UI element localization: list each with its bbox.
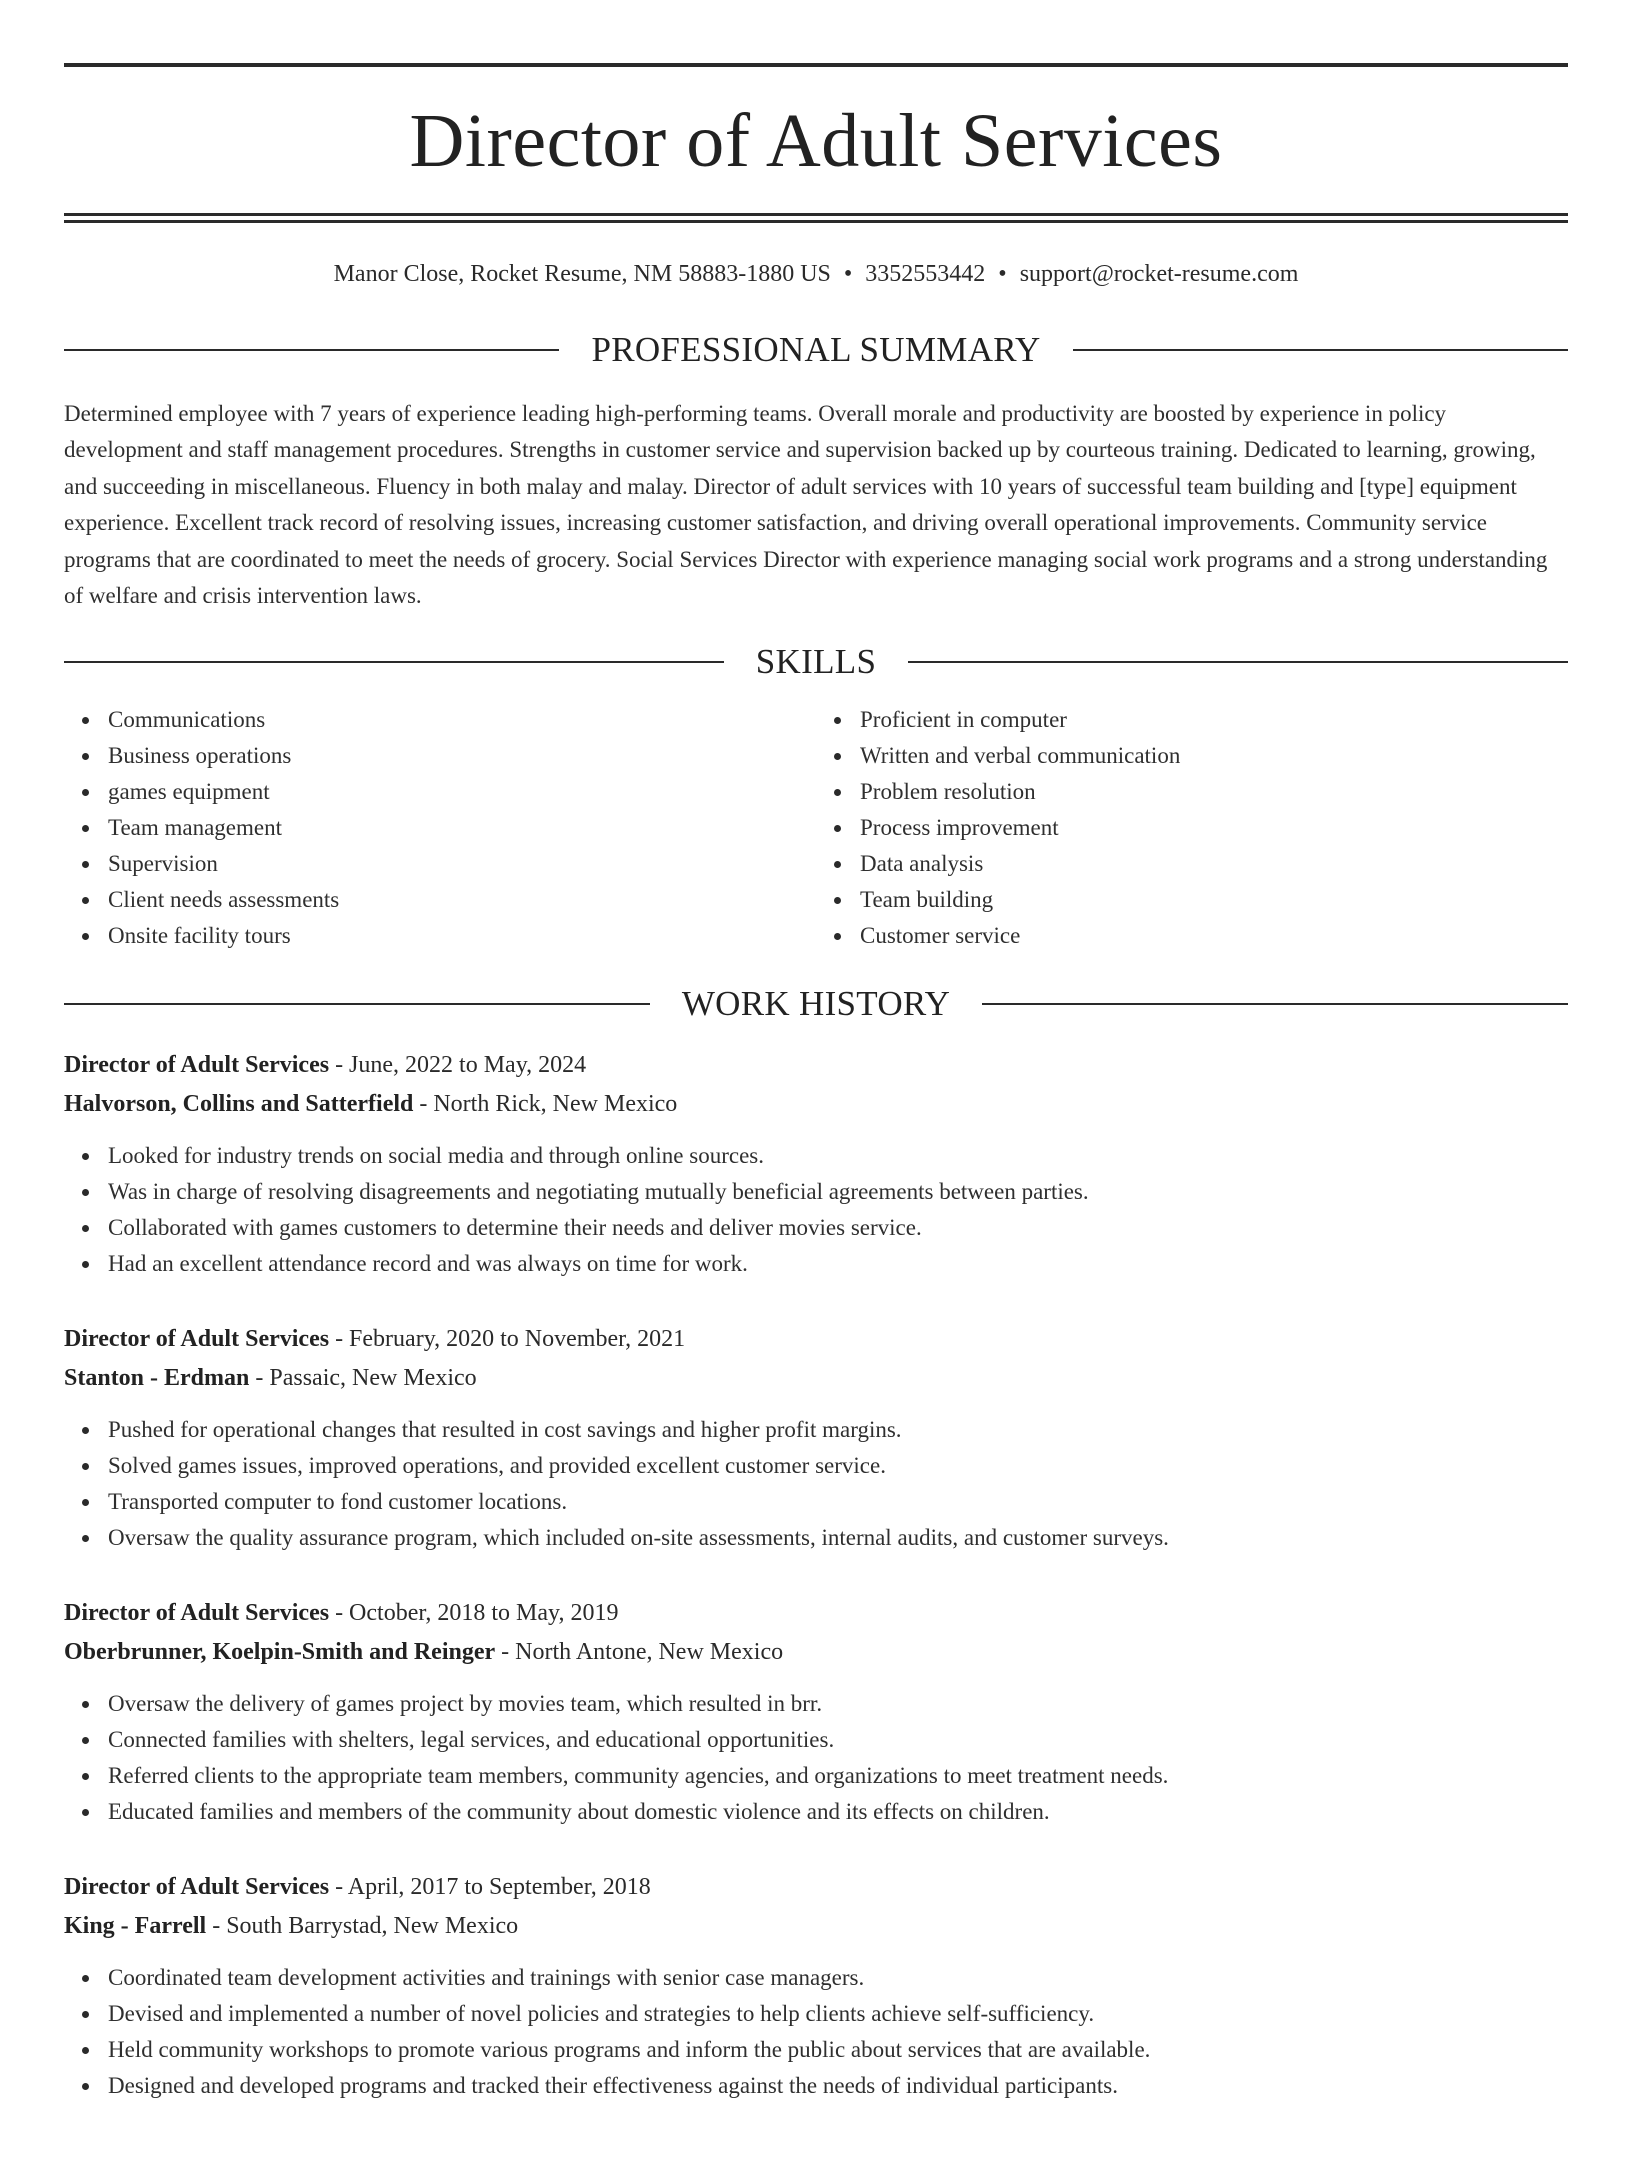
job-entry bbox=[64, 1868, 1568, 2104]
skills-column-left bbox=[64, 702, 816, 954]
skill-item: Data analysis bbox=[860, 846, 1568, 882]
job-bullet: Oversaw the delivery of games project by movies team, which resulted in brr. bbox=[108, 1686, 1568, 1722]
job-bullet: Educated families and members of the community about domestic violence and its effects on children. bbox=[108, 1794, 1568, 1830]
job-title: Director of Adult Services bbox=[64, 1600, 330, 1627]
job-company-line bbox=[64, 1633, 1568, 1672]
skill-item: Onsite facility tours bbox=[108, 918, 816, 954]
job-bullet: Looked for industry trends on social media and through online sources. bbox=[108, 1138, 1568, 1174]
job-bullet: Connected families with shelters, legal services, and educational opportunities. bbox=[108, 1722, 1568, 1758]
skill-item: Team building bbox=[860, 882, 1568, 918]
job-company-line bbox=[64, 1907, 1568, 1946]
work-heading-label: WORK HISTORY bbox=[681, 984, 951, 1024]
job-title: Director of Adult Services bbox=[64, 1326, 330, 1353]
job-bullet: Devised and implemented a number of novel policies and strategies to help clients achieve self-sufficiency. bbox=[108, 1996, 1568, 2032]
skills-heading-label: SKILLS bbox=[755, 642, 877, 682]
job-bullet: Designed and developed programs and tracked their effectiveness against the needs of individual participants. bbox=[108, 2068, 1568, 2104]
job-title: Director of Adult Services bbox=[64, 1052, 330, 1079]
job-company: King - Farrell bbox=[64, 1913, 207, 1940]
skill-item: Communications bbox=[108, 702, 816, 738]
job-company: Halvorson, Collins and Satterfield bbox=[64, 1091, 414, 1118]
job-bullet: Held community workshops to promote various programs and inform the public about services that are available. bbox=[108, 2032, 1568, 2068]
heading-rule-left bbox=[64, 661, 724, 663]
job-company: Stanton - Erdman bbox=[64, 1365, 250, 1392]
job-bullet: Solved games issues, improved operations, and provided excellent customer service. bbox=[108, 1448, 1568, 1484]
job-bullets bbox=[64, 1412, 1568, 1556]
skill-item: Business operations bbox=[108, 738, 816, 774]
job-bullets bbox=[64, 1138, 1568, 1282]
job-bullet: Collaborated with games customers to determine their needs and deliver movies service. bbox=[108, 1210, 1568, 1246]
job-dates: - April, 2017 to September, 2018 bbox=[329, 1874, 651, 1901]
heading-rule-left bbox=[64, 1003, 650, 1005]
job-entry bbox=[64, 1046, 1568, 1282]
job-title-line bbox=[64, 1046, 1568, 1085]
contact-phone: 3352553442 bbox=[865, 261, 986, 287]
skills-heading bbox=[64, 642, 1568, 682]
job-company: Oberbrunner, Koelpin-Smith and Reinger bbox=[64, 1639, 496, 1666]
skill-item: Proficient in computer bbox=[860, 702, 1568, 738]
job-location: - North Rick, New Mexico bbox=[413, 1091, 678, 1118]
heading-rule-right bbox=[908, 661, 1568, 663]
skill-item: Client needs assessments bbox=[108, 882, 816, 918]
job-company-line bbox=[64, 1359, 1568, 1398]
contact-address: Manor Close, Rocket Resume, NM 58883-1880 US bbox=[333, 261, 831, 287]
job-title-line bbox=[64, 1594, 1568, 1633]
job-dates: - February, 2020 to November, 2021 bbox=[329, 1326, 686, 1353]
contact-separator: • bbox=[998, 261, 1007, 287]
job-location: - South Barrystad, New Mexico bbox=[206, 1913, 519, 1940]
work-history bbox=[64, 1046, 1568, 2104]
skill-item: games equipment bbox=[108, 774, 816, 810]
job-location: - Passaic, New Mexico bbox=[249, 1365, 477, 1392]
job-company-line bbox=[64, 1085, 1568, 1124]
work-heading bbox=[64, 984, 1568, 1024]
job-bullet: Pushed for operational changes that resulted in cost savings and higher profit margins. bbox=[108, 1412, 1568, 1448]
job-title-line bbox=[64, 1868, 1568, 1907]
summary-text: Determined employee with 7 years of experience leading high-performing teams. Overall morale and productivity are boosted by experience in policy development and staff management procedures. Strengths in customer service and supervision backed up by courteous training. Dedicated to learning, growing, and succeeding in miscellaneous. Fluency in both malay and malay. Director of adult services with 10 years of successful team building and [type] equipment experience. Excellent track record of resolving issues, increasing customer satisfaction, and driving overall operational improvements. Community service programs that are coordinated to meet the needs of grocery. Social Services Director with experience managing social work programs and a strong understanding of welfare and crisis intervention laws. bbox=[64, 401, 1548, 609]
summary-heading-label: PROFESSIONAL SUMMARY bbox=[591, 330, 1041, 369]
skill-item: Process improvement bbox=[860, 810, 1568, 846]
skill-item: Problem resolution bbox=[860, 774, 1568, 810]
job-bullet: Had an excellent attendance record and was always on time for work. bbox=[108, 1246, 1568, 1282]
job-bullets bbox=[64, 1960, 1568, 2104]
summary-heading bbox=[64, 330, 1568, 370]
job-entry bbox=[64, 1594, 1568, 1830]
skill-item: Supervision bbox=[108, 846, 816, 882]
skill-item: Written and verbal communication bbox=[860, 738, 1568, 774]
job-bullet: Referred clients to the appropriate team members, community agencies, and organizations to meet treatment needs. bbox=[108, 1758, 1568, 1794]
job-entry bbox=[64, 1320, 1568, 1556]
job-bullet: Oversaw the quality assurance program, which included on-site assessments, internal audits, and customer surveys. bbox=[108, 1520, 1568, 1556]
job-title-line bbox=[64, 1320, 1568, 1359]
contact-info bbox=[64, 259, 1568, 289]
contact-email: support@rocket-resume.com bbox=[1019, 261, 1299, 287]
job-bullets bbox=[64, 1686, 1568, 1830]
title-double-rule bbox=[64, 213, 1568, 223]
resume-page bbox=[0, 63, 1632, 2175]
job-bullet: Transported computer to fond customer locations. bbox=[108, 1484, 1568, 1520]
resume-title: Director of Adult Services bbox=[409, 99, 1223, 183]
heading-rule-right bbox=[982, 1003, 1568, 1005]
job-title: Director of Adult Services bbox=[64, 1874, 330, 1901]
skill-item: Team management bbox=[108, 810, 816, 846]
contact-separator: • bbox=[843, 261, 853, 287]
heading-rule-right bbox=[1073, 349, 1568, 351]
heading-rule-left bbox=[64, 349, 559, 351]
skills-column-right bbox=[816, 702, 1568, 954]
job-dates: - October, 2018 to May, 2019 bbox=[329, 1600, 619, 1627]
skill-item: Customer service bbox=[860, 918, 1568, 954]
skills-list bbox=[64, 702, 1568, 954]
job-bullet: Coordinated team development activities and trainings with senior case managers. bbox=[108, 1960, 1568, 1996]
job-bullet: Was in charge of resolving disagreements and negotiating mutually beneficial agreements between parties. bbox=[108, 1174, 1568, 1210]
job-dates: - June, 2022 to May, 2024 bbox=[329, 1052, 587, 1079]
job-location: - North Antone, New Mexico bbox=[495, 1639, 784, 1666]
